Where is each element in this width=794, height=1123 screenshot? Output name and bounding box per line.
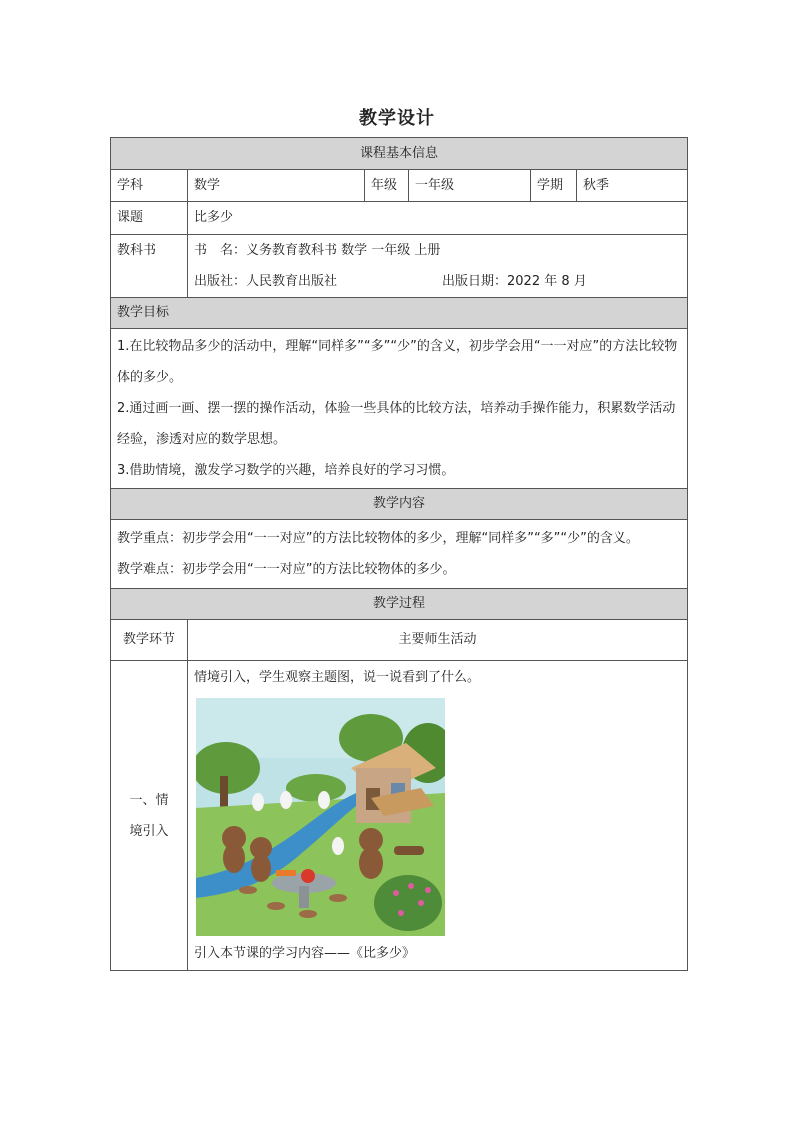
stage-1-activity bbox=[188, 661, 688, 971]
section-content-header: 教学内容 bbox=[111, 489, 688, 520]
document-title: 教学设计 bbox=[359, 108, 435, 129]
topic-label: 课题 bbox=[111, 202, 188, 235]
objective-3: 3.借助情境，激发学习数学的兴趣，培养良好的学习习惯。 bbox=[117, 463, 455, 478]
section-basic-info-header: 课程基本信息 bbox=[111, 138, 688, 170]
publish-date: 出版日期：2022 年 8 月 bbox=[442, 274, 587, 289]
content-cell bbox=[111, 520, 688, 589]
book-name-line: 书 名：义务教育教科书 数学 一年级 上册 bbox=[194, 243, 441, 258]
publisher-line bbox=[194, 266, 681, 297]
textbook-label: 教科书 bbox=[111, 235, 188, 298]
stage-1-outro: 引入本节课的学习内容——《比多少》 bbox=[194, 946, 416, 961]
textbook-info bbox=[188, 235, 688, 298]
lesson-plan-table bbox=[110, 137, 688, 971]
subject-label: 学科 bbox=[111, 170, 188, 202]
grade-label: 年级 bbox=[365, 170, 409, 202]
subject-value: 数学 bbox=[188, 170, 365, 202]
objective-1: 1.在比较物品多少的活动中，理解“同样多”“多”“少”的含义，初步学会用“一一对应”的方法比较物体的多少。 bbox=[117, 339, 678, 385]
stage-column-header: 教学环节 bbox=[111, 620, 188, 661]
difficult-point: 教学难点：初步学会用“一一对应”的方法比较物体的多少。 bbox=[117, 562, 456, 577]
activity-column-header: 主要师生活动 bbox=[188, 620, 688, 661]
key-point: 教学重点：初步学会用“一一对应”的方法比较物体的多少，理解“同样多”“多”“少”的含义。 bbox=[117, 531, 639, 546]
theme-illustration bbox=[196, 698, 445, 936]
publisher: 出版社：人民教育出版社 bbox=[194, 274, 338, 289]
term-value: 秋季 bbox=[577, 170, 688, 202]
section-objectives-header: 教学目标 bbox=[111, 298, 688, 329]
objective-2: 2.通过画一画、摆一摆的操作活动，体验一些具体的比较方法，培养动手操作能力，积累数学活动经验，渗透对应的数学思想。 bbox=[117, 401, 676, 447]
term-label: 学期 bbox=[531, 170, 577, 202]
objectives-cell bbox=[111, 329, 688, 489]
section-process-header: 教学过程 bbox=[111, 589, 688, 620]
grade-value: 一年级 bbox=[409, 170, 531, 202]
stage-1-intro: 情境引入，学生观察主题图，说一说看到了什么。 bbox=[194, 670, 481, 685]
stage-1-name: 一、情境引入 bbox=[111, 661, 188, 971]
topic-value: 比多少 bbox=[188, 202, 688, 235]
